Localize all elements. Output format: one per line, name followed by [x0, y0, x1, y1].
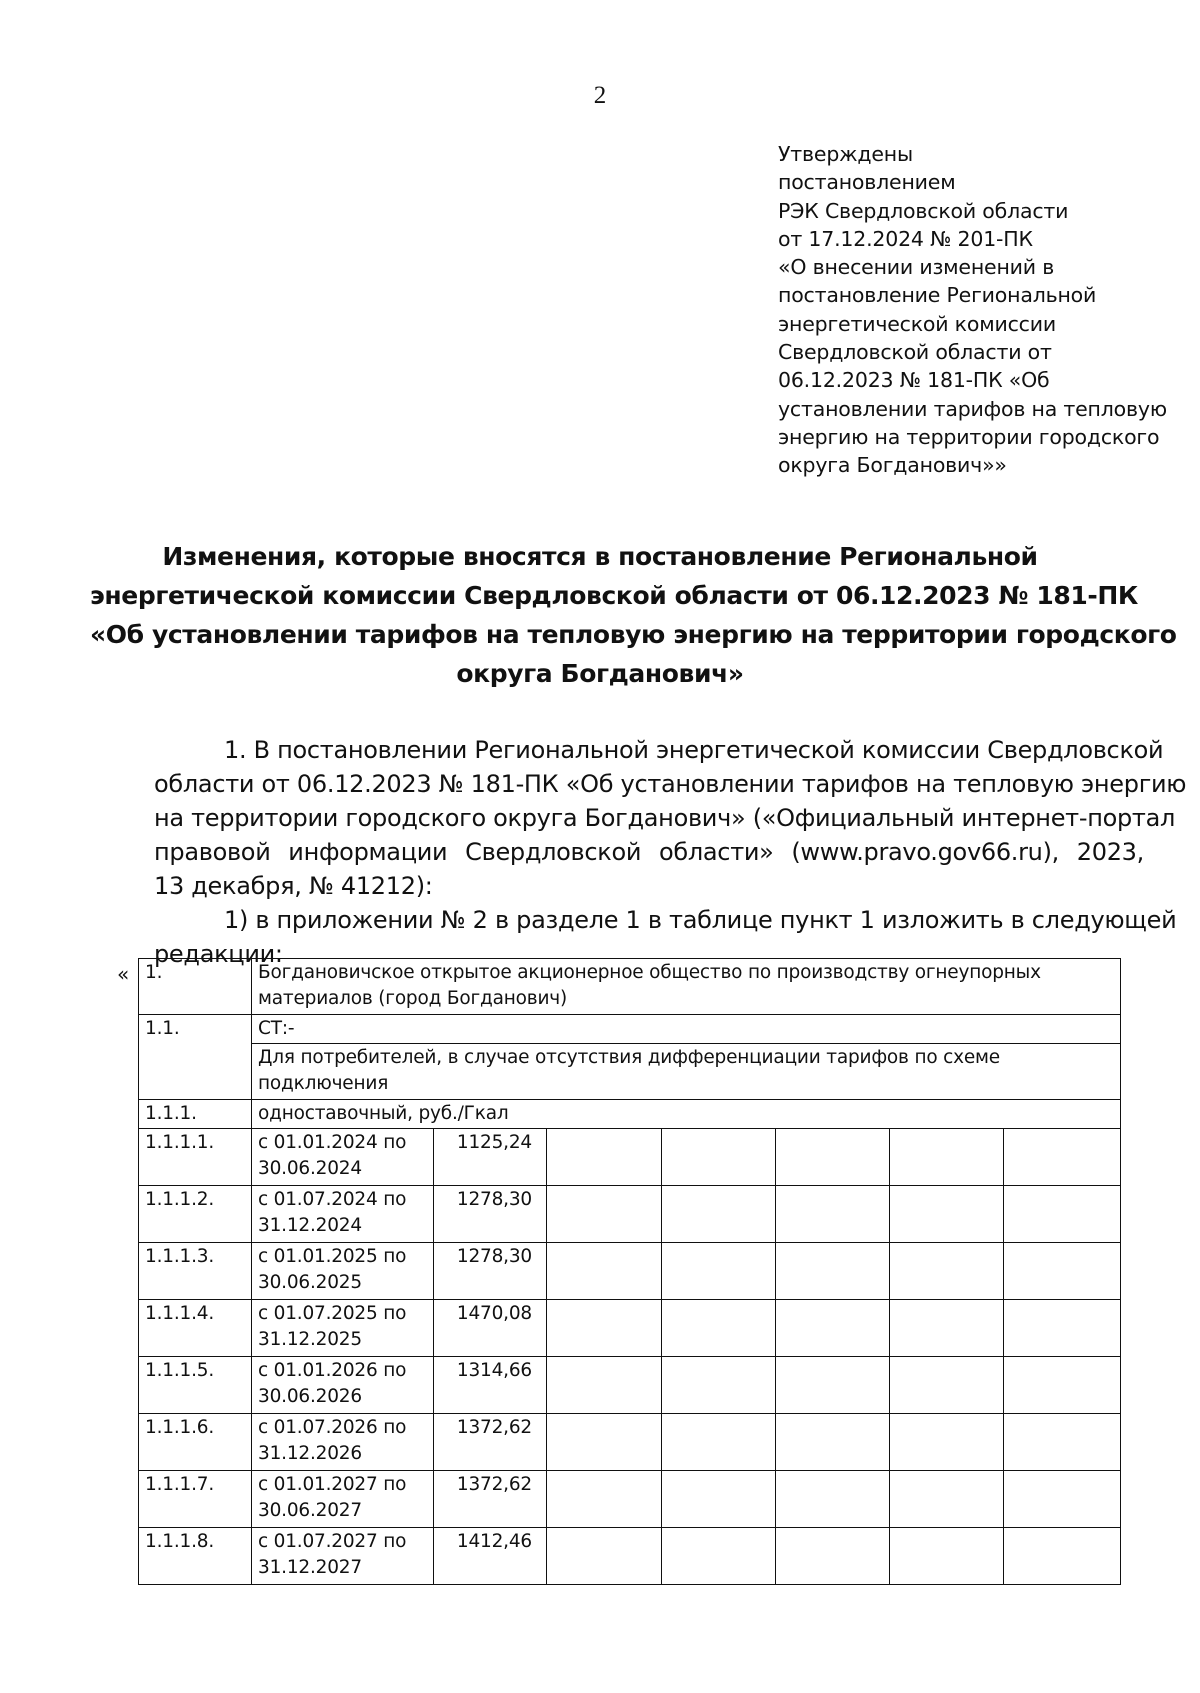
empty-cell [890, 1471, 1004, 1528]
empty-cell [776, 1357, 890, 1414]
empty-cell [1004, 1414, 1121, 1471]
empty-cell [547, 1129, 662, 1186]
tariff-period: с 01.01.2025 по 30.06.2025 [252, 1243, 434, 1300]
table-row [139, 1100, 1121, 1129]
table-row [139, 1243, 1121, 1300]
empty-cell [1004, 1300, 1121, 1357]
empty-cell [662, 1357, 776, 1414]
row-number: 1.1. [139, 1015, 252, 1100]
tariff-type: одноставочный, руб./Гкал [252, 1100, 1121, 1129]
title-line: энергетической комиссии Свердловской области от 06.12.2023 № 181-ПК [90, 581, 1138, 610]
empty-cell [1004, 1129, 1121, 1186]
empty-cell [890, 1186, 1004, 1243]
row-number: 1. [139, 959, 252, 1015]
empty-cell [776, 1300, 890, 1357]
row-number: 1.1.1.4. [139, 1300, 252, 1357]
empty-cell [662, 1129, 776, 1186]
empty-cell [547, 1357, 662, 1414]
empty-cell [662, 1300, 776, 1357]
approval-line: «О внесении изменений в [778, 255, 1055, 280]
approval-line: постановление Региональной [778, 283, 1097, 308]
table-row [139, 1015, 1121, 1044]
empty-cell [776, 1243, 890, 1300]
empty-cell [547, 1414, 662, 1471]
row-number: 1.1.1. [139, 1100, 252, 1129]
empty-cell [776, 1471, 890, 1528]
approval-line: Утверждены [778, 142, 913, 166]
tariff-period: с 01.01.2024 по 30.06.2024 [252, 1129, 434, 1186]
tariff-period: с 01.01.2027 по 30.06.2027 [252, 1471, 434, 1528]
empty-cell [890, 1414, 1004, 1471]
empty-cell [547, 1528, 662, 1585]
tariff-period: с 01.01.2026 по 30.06.2026 [252, 1357, 434, 1414]
paragraph-1-line: 13 декабря, № 41212): [154, 872, 433, 900]
tariff-value: 1372,62 [434, 1414, 547, 1471]
paragraph-1-line: области от 06.12.2023 № 181-ПК «Об установлении тарифов на тепловую энергию [154, 770, 1187, 798]
tariff-value: 1314,66 [434, 1357, 547, 1414]
title-line: «Об установлении тарифов на тепловую энергию на территории городского [90, 620, 1177, 649]
table-row [139, 1044, 1121, 1100]
paragraph-1-line: 1. В постановлении Региональной энергетической комиссии Свердловской [224, 736, 1164, 764]
approval-line: округа Богданович»» [778, 453, 1007, 478]
approval-line: РЭК Свердловской области [778, 198, 1069, 223]
document-title [90, 537, 1177, 693]
row-number: 1.1.1.3. [139, 1243, 252, 1300]
tariff-table [138, 958, 1121, 1585]
empty-cell [776, 1186, 890, 1243]
tariff-value: 1372,62 [434, 1471, 547, 1528]
tariff-value: 1125,24 [434, 1129, 547, 1186]
row-number: 1.1.1.8. [139, 1528, 252, 1585]
empty-cell [1004, 1186, 1121, 1243]
empty-cell [662, 1186, 776, 1243]
empty-cell [890, 1300, 1004, 1357]
tariff-value: 1470,08 [434, 1300, 547, 1357]
empty-cell [776, 1414, 890, 1471]
approval-line: 06.12.2023 № 181-ПК «Об [778, 368, 1050, 393]
table-row [139, 1186, 1121, 1243]
table-row [139, 1414, 1121, 1471]
approval-line: от 17.12.2024 № 201-ПК [778, 226, 1033, 251]
row-number: 1.1.1.1. [139, 1129, 252, 1186]
table-row [139, 1129, 1121, 1186]
title-line: Изменения, которые вносятся в постановление Региональной [162, 542, 1038, 571]
row-number: 1.1.1.2. [139, 1186, 252, 1243]
tariff-system-label: СТ:- [252, 1015, 1121, 1044]
empty-cell [1004, 1357, 1121, 1414]
empty-cell [662, 1243, 776, 1300]
empty-cell [776, 1528, 890, 1585]
paragraph-2-line: 1) в приложении № 2 в разделе 1 в таблице пункт 1 изложить в следующей [224, 906, 1177, 934]
tariff-value: 1278,30 [434, 1186, 547, 1243]
empty-cell [1004, 1471, 1121, 1528]
paragraph-1-line: на территории городского округа Богданович» («Официальный интернет-портал [154, 804, 1176, 832]
tariff-value: 1278,30 [434, 1243, 547, 1300]
empty-cell [890, 1129, 1004, 1186]
title-line: округа Богданович» [456, 659, 744, 688]
table-row [139, 959, 1121, 1015]
empty-cell [547, 1300, 662, 1357]
approval-line: энергетической комиссии [778, 311, 1056, 336]
approval-line: энергию на территории городского [778, 424, 1160, 449]
tariff-period: с 01.07.2024 по 31.12.2024 [252, 1186, 434, 1243]
table-row [139, 1357, 1121, 1414]
empty-cell [776, 1129, 890, 1186]
paragraph-2-line: редакции: [154, 940, 283, 968]
tariff-value: 1412,46 [434, 1528, 547, 1585]
approval-line: постановлением [778, 170, 956, 195]
empty-cell [890, 1357, 1004, 1414]
tariff-period: с 01.07.2025 по 31.12.2025 [252, 1300, 434, 1357]
table-row [139, 1528, 1121, 1585]
empty-cell [662, 1528, 776, 1585]
body-text [154, 733, 1187, 971]
organization-name: Богдановичское открытое акционерное общество по производству огнеупорных материалов (город Богданович) [252, 959, 1121, 1015]
empty-cell [890, 1528, 1004, 1585]
empty-cell [1004, 1528, 1121, 1585]
row-number: 1.1.1.6. [139, 1414, 252, 1471]
empty-cell [890, 1243, 1004, 1300]
approval-line: Свердловской области от [778, 340, 1052, 365]
empty-cell [547, 1243, 662, 1300]
table-row [139, 1471, 1121, 1528]
empty-cell [1004, 1243, 1121, 1300]
approval-line: установлении тарифов на тепловую [778, 396, 1167, 421]
page-number: 2 [593, 82, 607, 109]
approval-stamp-block [778, 140, 1178, 480]
row-number: 1.1.1.7. [139, 1471, 252, 1528]
table-row [139, 1300, 1121, 1357]
consumer-category: Для потребителей, в случае отсутствия дифференциации тарифов по схеме подключения [252, 1044, 1121, 1100]
empty-cell [547, 1471, 662, 1528]
paragraph-1-line: правовой информации Свердловской области» (www.pravo.gov66.ru), 2023, [154, 838, 1144, 866]
empty-cell [662, 1471, 776, 1528]
opening-quote: « [117, 962, 130, 986]
tariff-period: с 01.07.2026 по 31.12.2026 [252, 1414, 434, 1471]
empty-cell [662, 1414, 776, 1471]
empty-cell [547, 1186, 662, 1243]
tariff-period: с 01.07.2027 по 31.12.2027 [252, 1528, 434, 1585]
row-number: 1.1.1.5. [139, 1357, 252, 1414]
